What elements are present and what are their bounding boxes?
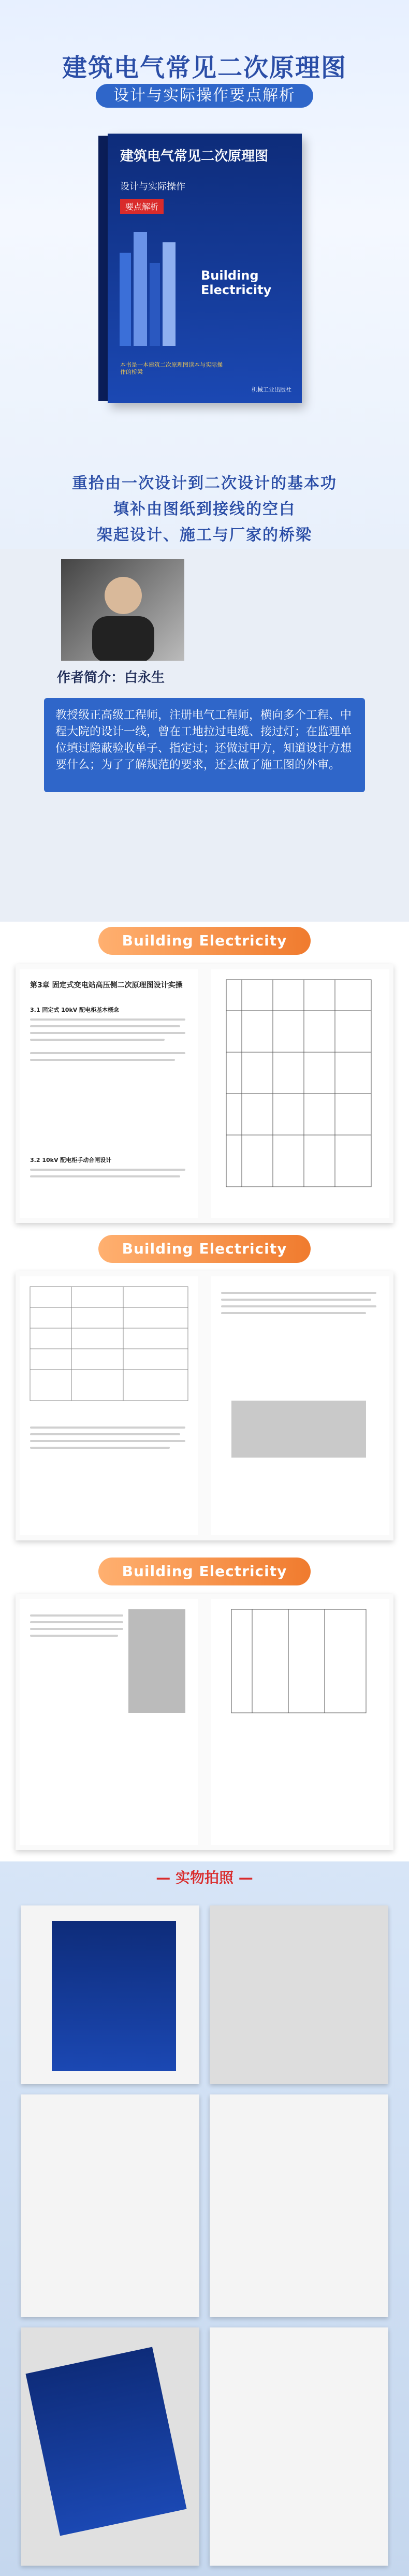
skyline-image <box>117 222 179 346</box>
section-label-1: Building Electricity <box>98 927 311 955</box>
page-left-1 <box>20 969 198 1218</box>
author-bio: 教授级正高级工程师，注册电气工程师，横向多个工程、中程大院的设计一线，曾在工地拉过电缆、接过灯；在监理单位填过隐蔽验收单子、指定过；还做过甲方，知道设计方想要什么；为了了解规范的要求，还去做了施工图的外审。 <box>55 709 352 772</box>
wiring-diagram <box>211 1599 389 1842</box>
page-right-1 <box>211 969 389 1218</box>
schematic-diagram <box>211 969 389 1218</box>
photo-figure <box>231 1401 366 1458</box>
cover-title: 建筑电气常见二次原理图 <box>120 149 269 164</box>
page-title: 建筑电气常见二次原理图 <box>62 53 347 82</box>
photo-book-angle <box>21 2327 199 2566</box>
book-spine <box>98 136 109 401</box>
book-spread-2 <box>16 1271 393 1540</box>
photo-equipment-grid <box>210 1905 388 2084</box>
page-left-3 <box>20 1599 198 1845</box>
author-label: 作者简介：白永生 <box>57 670 165 686</box>
cover-blurb: 本书是一本建筑二次原理图读本与实际操作的桥梁 <box>120 361 223 375</box>
book-spread-1 <box>16 964 393 1223</box>
author-bio-box <box>44 698 365 792</box>
section-heading-1: 3.1 固定式 10kV 配电柜基本概念 <box>30 1007 120 1013</box>
photo-book-cover <box>21 1905 199 2084</box>
section-label-2: Building Electricity <box>98 1235 311 1263</box>
cabinet-photo <box>128 1609 185 1713</box>
cover-english-title: Building Electricity <box>201 268 272 297</box>
cover-badge: 要点解析 <box>120 199 164 214</box>
photo-open-book-1 <box>21 2094 199 2317</box>
photo-open-book-2 <box>210 2094 388 2317</box>
photo-book-pages <box>210 2327 388 2566</box>
feature-1: 重拾由一次设计到二次设计的基本功 <box>72 474 337 492</box>
feature-2: 填补由图纸到接线的空白 <box>113 500 296 518</box>
section-label-3: Building Electricity <box>98 1558 311 1585</box>
feature-3: 架起设计、施工与厂家的桥梁 <box>97 526 312 544</box>
book-cover <box>108 134 302 403</box>
chapter-title: 第3章 固定式变电站高压侧二次原理图设计实操 <box>30 981 183 989</box>
cover-publisher: 机械工业出版社 <box>252 386 291 393</box>
cover-subtitle: 设计与实际操作 <box>120 181 185 192</box>
subtitle-pill: 设计与实际操作要点解析 <box>96 84 313 108</box>
section-heading-2: 3.2 10kV 配电柜手动合闸设计 <box>30 1157 112 1163</box>
author-photo <box>61 559 184 661</box>
photos-title: — 实物拍照 — <box>156 1869 253 1886</box>
page-right-2 <box>211 1276 389 1535</box>
page-left-2 <box>20 1276 198 1535</box>
page-right-3 <box>211 1599 389 1845</box>
table-figure <box>20 1276 198 1411</box>
book-spread-3 <box>16 1594 393 1850</box>
